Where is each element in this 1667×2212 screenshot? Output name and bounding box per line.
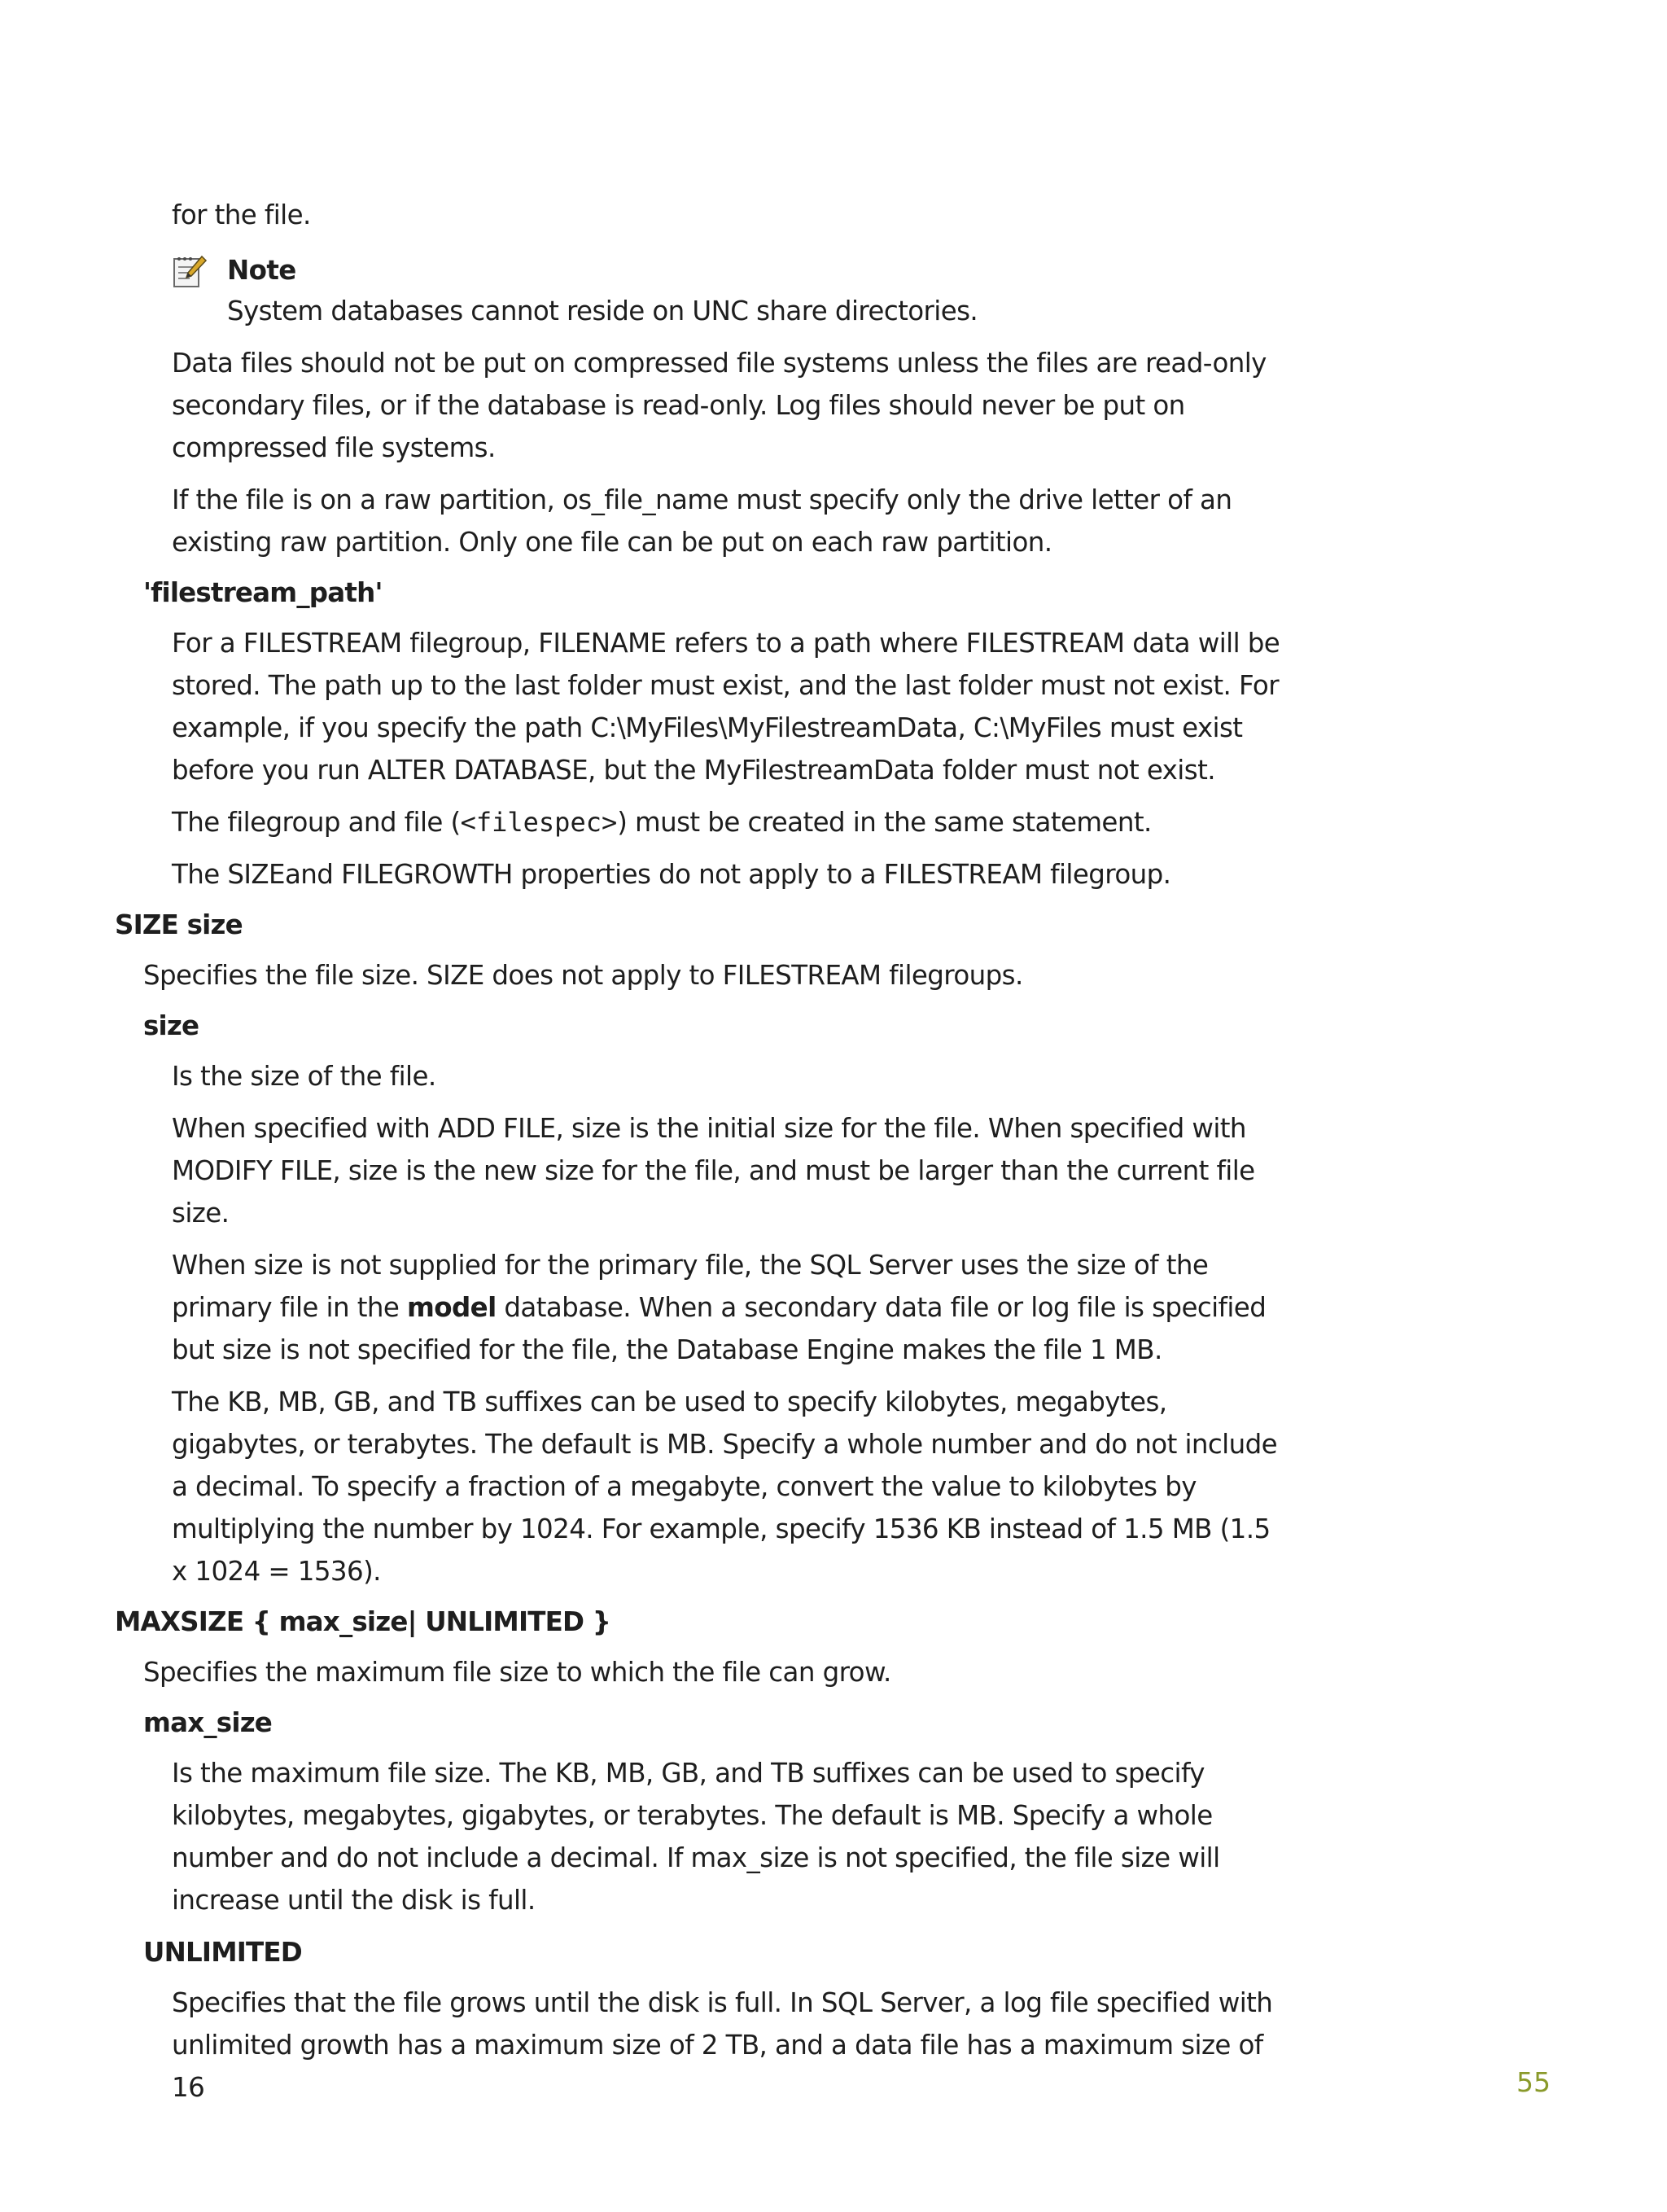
paragraph-size-add-modify: When specified with ADD FILE, size is the initial size for the file. When specified with MODIFY FILE, size is the new size for the file, and must be larger than the current file size. <box>172 1113 1255 1229</box>
paragraph-unlimited: Specifies that the file grows until the disk is full. In SQL Server, a log file specified with unlimited growth has a maximum size of 2 TB, and a data file has a maximum size of 16 <box>172 1987 1273 2103</box>
page-number: 55 <box>1516 2066 1551 2098</box>
heading-size-argument: size <box>143 1010 199 1041</box>
text-segment: ) must be created in the same statement. <box>617 807 1152 838</box>
paragraph-maxsize-description: Specifies the maximum file size to which the file can grow. <box>143 1657 891 1688</box>
paragraph-size-description: Specifies the file size. SIZE does not apply to FILESTREAM filegroups. <box>143 960 1023 991</box>
bold-model: model <box>406 1292 497 1323</box>
paragraph-size-definition: Is the size of the file. <box>172 1061 436 1092</box>
heading-filestream-path: 'filestream_path' <box>143 577 383 608</box>
paragraph-raw-partition: If the file is on a raw partition, os_file_name must specify only the drive letter of an existing raw partition. Only one file can be put on each raw partition. <box>172 484 1232 558</box>
note-header <box>172 246 1667 290</box>
note-pad-pencil-icon <box>172 254 208 290</box>
continued-paragraph: for the file. <box>172 199 311 230</box>
note-title: Note <box>227 255 296 286</box>
text-segment: database. When a secondary data file or log file is specified but size is not specified for the file, the Database Engine makes the file 1 MB. <box>172 1292 1267 1365</box>
text-segment: The filegroup and file ( <box>172 807 461 838</box>
paragraph-size-filegrowth: The SIZEand FILEGROWTH properties do not apply to a FILESTREAM filegroup. <box>172 859 1171 890</box>
heading-maxsize: MAXSIZE { max_size| UNLIMITED } <box>115 1606 611 1637</box>
page-content <box>0 194 1667 2118</box>
heading-max-size-argument: max_size <box>143 1707 273 1738</box>
heading-size: SIZE size <box>115 909 243 940</box>
note-callout <box>172 246 1667 332</box>
note-body: System databases cannot reside on UNC share directories. <box>227 296 978 326</box>
code-filespec: <filespec> <box>460 807 618 838</box>
paragraph-max-size: Is the maximum file size. The KB, MB, GB, and TB suffixes can be used to specify kilobytes, megabytes, gigabytes, or terabytes. The default is MB. Specify a whole number and do not include a decimal. If max_size is not specified, the file size will increase until the disk is full. <box>172 1758 1220 1916</box>
paragraph-filestream-path: For a FILESTREAM filegroup, FILENAME refers to a path where FILESTREAM data will be stored. The path up to the last folder must exist, and the last folder must not exist. For example, if you specify the path C:\MyFiles\MyFilestreamData, C:\MyFiles must exist before you run ALTER DATABASE, but the MyFilestreamData folder must not exist. <box>172 628 1280 786</box>
heading-unlimited: UNLIMITED <box>143 1937 302 1968</box>
paragraph-size-primary <box>172 1244 1287 1371</box>
paragraph-size-suffixes: The KB, MB, GB, and TB suffixes can be used to specify kilobytes, megabytes, gigabytes, or terabytes. The default is MB. Specify a whole number and do not include a decimal. To specify a fraction of a megabyte, convert the value to kilobytes by multiplying the number by 1024. For example, specify 1536 KB instead of 1.5 MB (1.5 x 1024 = 1536). <box>172 1386 1277 1587</box>
paragraph-filegroup-statement <box>172 801 1287 843</box>
paragraph-compressed-files: Data files should not be put on compressed file systems unless the files are read-only secondary files, or if the database is read-only. Log files should never be put on compressed file systems. <box>172 348 1267 463</box>
text-segment: When size is not supplied for the primary file, the SQL Server uses the size of the primary file in the <box>172 1250 1209 1323</box>
